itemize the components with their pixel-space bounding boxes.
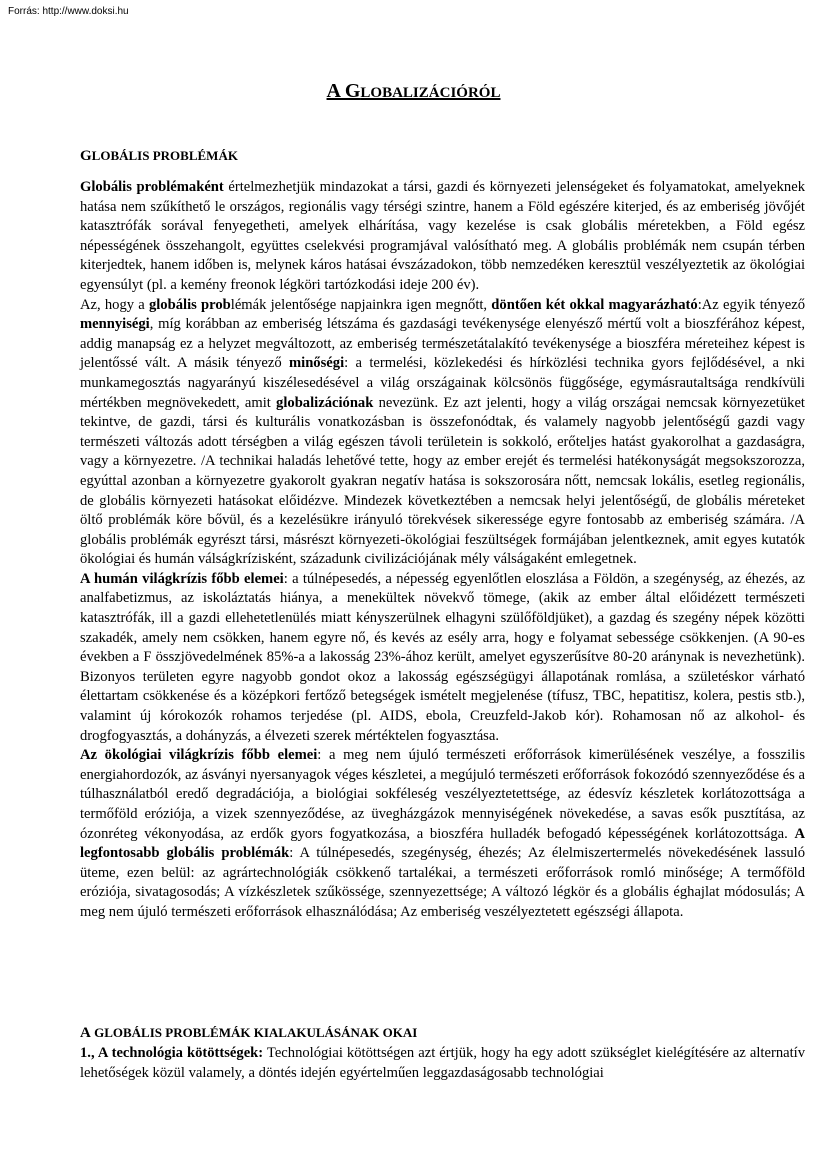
section-heading-global-problems (80, 148, 238, 165)
source-url: Forrás: http://www.doksi.hu (8, 6, 129, 17)
bold-term: Az ökológiai világkrízis főbb elemei (80, 747, 318, 764)
paragraph-text: : a túlnépesedés, a népesség egyenlőtlen eloszlása a Földön, a szegénység, az éhezés, az analfabetizmus, az iskoláztatás hiánya, a menekültek növekvő tömege, (akik az ember által előidézett természeti katasztrófák, ill a gazdi ellehetetlenülés miatt kényszerülnek elhagyni szülőföldjüket), a gazdag és szegény népek közötti szakadék, amely nem csökken, hanem egyre nő, és kevés az esély arra, hogy e folyamat sebessége csökkenjen. (A 90-es években a F összjövedelmének 85%-a a lakosság 23%-ához került, amelyet egyszerűsítve 80-20 aránynak is nevezhetünk). Bizonyos területen egyre nagyobb gondot okoz a lakosság egészségügyi állapotának romlása, a születéskor várható élettartam csökkenése és a középkori fertőző betegségek ismételt megjelenése (tífusz, TBC, hepatitisz, kolera, pestis stb.), valamint új kórokozók rohamos terjedése (pl. AIDS, ebola, Creuzfeld-Jakob kór). Rohamosan nő az alkohol- és drogfogyasztás, a dohányzás, a élvezeti szerek mértéktelen fogyasztása. (80, 570, 805, 744)
paragraph-text: : A túlnépesedés, szegénység, éhezés; Az élelmiszertermelés növekedésének lassuló üteme, ezen belül: az agrártechnológiák csökkenő tartalékai, a természeti erőforrások romló minősége; A termőföld eróziója, sivatagosodás; A vízkészletek szűkössége, szennyezettsége; A változó légkör és a globális éghajlat módosulás; A meg nem újuló természeti erőforrások elhasználódása; Az emberiség veszélyeztetett egészségi állapota. (80, 845, 806, 920)
paragraph-text: Technológiai kötöttségen azt értjük, hogy ha egy adott szükséglet kielégítésére az alternatív lehetőségek közül valamely, a döntés idején egyértelműen leggazdaságosabb technológiai (80, 1045, 805, 1081)
paragraph-4 (80, 746, 805, 922)
bold-term: A legfontosabb globális problémák (80, 825, 805, 862)
title-initial: A G (326, 80, 361, 102)
bold-term: mennyiségi (80, 316, 150, 333)
paragraph-text: lémák jelentősége napjainkra igen megnőtt, (230, 296, 492, 313)
paragraph-text: értelmezhetjük mindazokat a társi, gazdi és környezeti jelenségeket és folyamatokat, amelyeknek hatása nem szűkíthető le országos, regionális vagy térségi szintre, hanem a Föld egészére kiterjed, és az emberiség jövőjét katasztrófák sorával fenyegetheti, amelyek elhárítása, vagy kezelése is csak globális méretekben, a Föld egész népességének összehangolt, együttes cselekvési programjával valósítható meg. A globális problémák nem csupán térben kiterjedtek, hanem időben is, melynek káros hatásai évszázadokon, több nemzedéken keresztül veszélyeztetik az ökológiai egyensúlyt (pl. a kemény freonok légköri tartózkodási ideje 200 év). (80, 179, 805, 293)
paragraph-text: :Az egyik tényező (697, 296, 805, 313)
bold-term: Globális problémaként (80, 179, 224, 195)
paragraph-1 (80, 178, 805, 296)
causes-text-block (80, 1044, 805, 1083)
bold-term: A humán világkrízis főbb elemei (80, 570, 284, 587)
main-text-block (80, 178, 805, 923)
section-heading-causes (80, 1025, 417, 1042)
heading-rest: GLOBÁLIS PROBLÉMÁK KIALAKULÁSÁNAK OKAI (90, 1025, 418, 1040)
heading-initial: A (80, 1025, 91, 1041)
bold-term: döntően két okkal magyarázható (491, 296, 698, 313)
paragraph-text: : a meg nem újuló természeti erőforrások kimerülésének veszélye, a fosszilis energiahordozók, az ásványi nyersanyagok véges készletei, a megújuló természeti erőforrások fokozódó szennyeződése és a túlhasználatból eredő degradációja, a biológiai sokféleség veszélyeztetettsége, az édesvíz készletek korlátozottsága a termőföld eróziója, a vizek szennyeződése, az üvegházgázok mennyiségének növekedése, a savas esők pusztítása, az ózonréteg vékonyodása, az erdők gyors fogyatkozása, a bioszféra hulladék befogadó képességének korlátozottsága. (80, 747, 805, 842)
heading-rest: LOBÁLIS PROBLÉMÁK (91, 148, 238, 163)
paragraph-3 (80, 570, 805, 746)
paragraph-5 (80, 1044, 805, 1083)
bold-term: 1., A technológia kötöttségek: (80, 1045, 264, 1061)
page-title (0, 80, 827, 103)
paragraph-2 (80, 296, 805, 570)
paragraph-text: Az, hogy a (80, 296, 149, 313)
paragraph-text: , míg korábban az emberiség létszáma és gazdasági tevékenysége elenyésző mértű volt a bioszférához képest, addig manapság ez a helyzet megváltozott, az emberiség természetátalakító tevékenysége a bioszféra méreteihez képest is jelentőssé vált. A másik tényező (80, 316, 805, 372)
title-rest: LOBALIZÁCIÓRÓL (360, 85, 501, 101)
paragraph-text: : a termelési, közlekedési és hírközlési technika gyors fejlődésével, a nki munkamegosztás nagyarányú kiszélesedésével a világ országainak kölcsönös függősége, egymásrautaltsága rendkívüli mértékben megnövekedett, amit (80, 355, 805, 411)
heading-initial: G (80, 148, 92, 164)
paragraph-text: nevezünk. Ez azt jelenti, hogy a világ országai nemcsak környezetüket tekintve, de gazdi, társi és kulturális vonatkozásban is összefonódtak, és valamely nagyobb jelentőségű gazdi vagy természeti változás adott térségben a világ egészen távoli területein is sokkoló, erőteljes hatást gyakorolhat a gazdaságra, vagy a környezetre. /A technikai haladás lehetővé tette, hogy az ember erejét és termelési hatékonyságát megsokszorozza, egyúttal azonban a környezetre gyakorolt gyakran negatív hatása is sokszorosára nőtt, nemcsak lokális, esetleg regionális, de globális környezeti hatásokat előidézve. Mindezek következtében a nemcsak helyi jelentőségű, de globális méreteket öltő problémák köre bővül, és a kezelésükre irányuló törekvések sikeressége egyre fontosabb az emberiség számára. /A globális problémák egyrészt társi, másrészt környezeti-ökológiai feszültségek formájában jelentkeznek, amit egyes kutatók ökológiai és humán válságkrízisként, századunk civilizációjának mély válságaként emlegetnek. (80, 394, 805, 568)
bold-term: globalizációnak (276, 394, 374, 411)
bold-term: globális prob (148, 296, 231, 313)
bold-term: minőségi (288, 355, 345, 372)
